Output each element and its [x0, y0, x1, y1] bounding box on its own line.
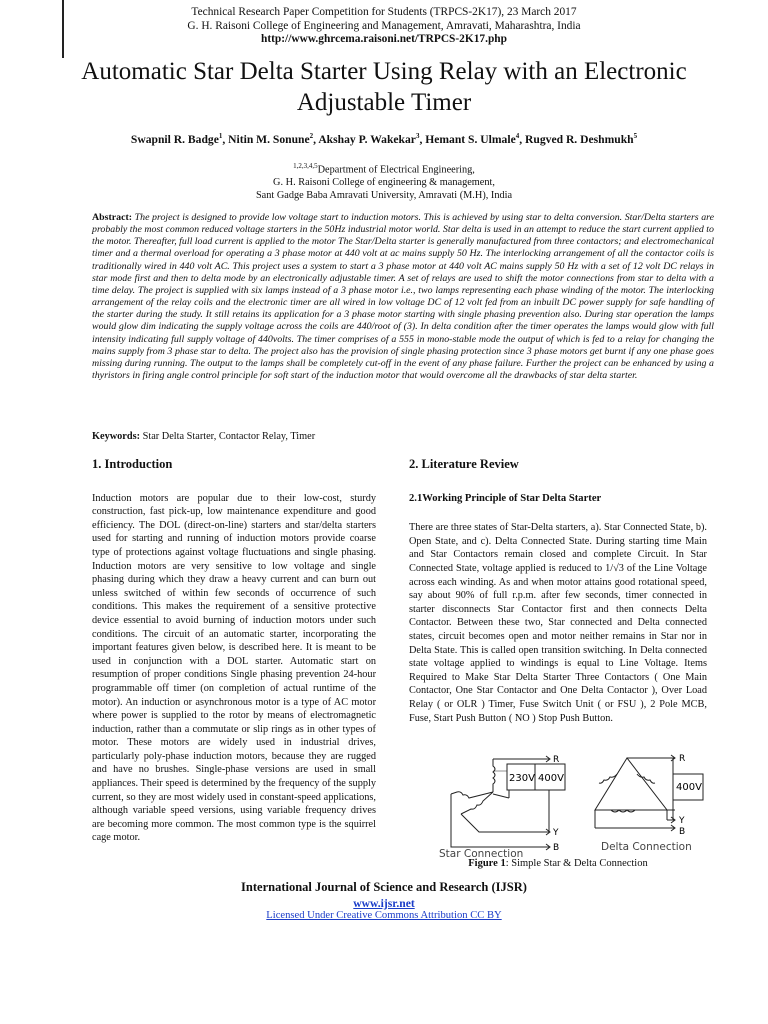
- introduction-section: [92, 458, 376, 845]
- working-principle-subheading: 2.1Working Principle of Star Delta Starter: [409, 492, 602, 504]
- keywords-label: Keywords:: [92, 431, 141, 442]
- paper-title: Automatic Star Delta Starter Using Relay with an Electronic Adjustable Timer: [81, 58, 687, 116]
- literature-heading: 2. Literature Review: [409, 457, 519, 471]
- figure-caption-text: : Simple Star & Delta Connection: [505, 858, 648, 869]
- delta-connection-diagram: [595, 755, 703, 831]
- star-230v-label: 230V: [509, 773, 535, 784]
- journal-site-link[interactable]: www.ijsr.net: [353, 897, 415, 910]
- abstract-text: The project is designed to provide low voltage start to induction motors. This is achieved by using star to delta conversion. Star/Delta starters are probably the most common reduced voltage starters in the 50Hz industrial motor world. Star delta is used in an attempt to reduce the start current applied to the motor. Thereafter, full load current is applied to the motor The Star/Delta starter is generally manufactured from three contactors; and electromechanical timer and a thermal overload for operating a 3 phase motor at 440 volt at ac mains supply 50 Hz. The interlocking arrangement of all the contactor coils is traditionally wired in 440 volt AC. This project uses a system to start a 3 phase motor at 440 volt AC mains supply 50 Hz with a set of 12 volt DC relays in star mode first and then to delta mode by an electronically adjustable timer. A set of relays are used to shift the motor connections from star to delta with a time delay. The project is supplied with six lamps instead of a 3 phase motor i.e., two lamps representing each phase winding of the motor. The interlocking arrangement of the relay coils and the electronic timer are all wired in low voltage DC of 12 volt fed from an inbuilt DC power supply for safe handling of the starter during the study. It still retains its application for a 3 phase motor starting with single phasing prevention also. During star operation the lamps would glow dim indicating the supply voltage across the coils are 440/root of (3). In delta condition after the timer operates the lamps would glow with full intensity indicating full supply voltage of 440volts. The timer comprises of a 555 in mono-stable mode the output of which is fed to a relay for changing the mains supply from 3 phase star to delta. The project also has the provision of single phasing protection since 3 phase motors get burnt if any one phase goes missing during running. The output to the lamps shall be completely cut-off in the event of any phase failure. Further the project can be enhanced by using a thyristors in firing angle control principle for soft start of the induction motor that would overcome all the drawbacks of star delta starter.: [92, 212, 715, 382]
- author-1: Swapnil R. Badge$^1$,: [130, 132, 229, 146]
- star-delta-figure: [409, 746, 707, 858]
- delta-connection-label: Delta Connection: [601, 841, 692, 853]
- delta-b-label: B: [679, 827, 686, 837]
- header-line-1: Technical Research Paper Competition for Students (TRPCS-2K17), 23 March 2017: [191, 6, 577, 18]
- author-5: Rugved R. Deshmukh$^5$: [525, 132, 638, 146]
- header-url[interactable]: http://www.ghrcema.raisoni.net/TRPCS-2K17.php: [261, 33, 507, 45]
- header-line-2: G. H. Raisoni College of Engineering and Management, Amravati, Maharashtra, India: [187, 19, 581, 32]
- delta-r-label: R: [679, 754, 686, 764]
- author-2: Nitin M. Sonune$^2$,: [228, 132, 319, 146]
- literature-body: There are three states of Star-Delta starters, a). Star Connected State, b). Open State, and c). Delta Connected State. During starting time Main and Star Contactors remain closed and complete Circuit. In Star Connected State, voltage applied is reduced to 1/√3 of the Line Voltage across each winding. As and when motor attains good rotational speed, say about 90% of full r.p.m. after few seconds, timer connected in starter disconnects Star Contactor first and then connects Delta Contactor. Between these two, Star connected and Delta connected states, circuit becomes open and motor neither remains in Star nor in Delta State. This is called open transition switching. In Delta connected state voltage applied to windings is equal to Line Voltage. Items Required to Make Star Delta Starter Three Contactors ( One Main Contactor, One Star Contactor and One Delta Contactor ), Over Load Relay ( or OLR ) Timer, Fuse Switch Unit ( or FSU ), 2 Pole MCB, Fuse, Start Push Button ( NO ) Stop Push Button.: [409, 522, 707, 724]
- literature-section: [409, 458, 707, 725]
- abstract-label: Abstract:: [92, 212, 133, 223]
- star-b-label: B: [553, 843, 560, 853]
- delta-400v-label: 400V: [676, 782, 702, 793]
- author-3: Akshay P. Wakekar$^3$,: [318, 132, 426, 146]
- figure-caption-number: Figure 1: [468, 858, 506, 869]
- figure-caption: [409, 858, 707, 869]
- conference-header: [70, 6, 698, 47]
- abstract: [92, 212, 714, 382]
- journal-name: International Journal of Science and Research (IJSR): [241, 880, 527, 894]
- keywords: [92, 431, 714, 442]
- introduction-body: Induction motors are popular due to their low-cost, sturdy construction, fast pick-up, low maintenance expenditure and good efficiency. The DOL (direct-on-line) starters and star/delta starters used for starting and running of induction motors provide coarse type of protections against voltage fluctuations and single phasing. Induction motors are very sensitive to low voltage and single phasing during which they draw a heavy current and can burn out unless switched of within few seconds of occurrence of such conditions. This makes the requirement of a sensitive protective device essential to avoid burning of induction motors under such conditions. The circuit of an automatic starter, incorporating the important features given below, is described here. It is meant to be used in conjunction with a DOL starter. Automatic start on resumption of proper conditions Single phasing prevention 24-hour programmable off timer (on completion of actual runtime of the motor). An induction or asynchronous motor is a type of AC motor where power is supplied to the rotor by means of electromagnetic induction, rather than a commutate or slip rings as in other types of motor. These motors are widely used in industrial drives, particularly poly-phase induction motors, because they are rugged and have no brushes. Single-phase versions are used in small appliances. Their speed is determined by the frequency of the supply current, so they are most widely used in constant-speed applications, although variable speed versions, using variable frequency drives are becoming more common. The most common type is the squirrel cage motor.: [92, 492, 376, 844]
- journal-footer: [40, 880, 728, 921]
- delta-y-label: Y: [679, 816, 685, 826]
- star-connection-label: Star Connection: [439, 848, 524, 858]
- keywords-text: Star Delta Starter, Contactor Relay, Timer: [142, 431, 316, 442]
- star-connection-diagram: [451, 756, 565, 850]
- affiliation: $^{1,2,3,4,5}$Department of Electrical Engineering, G. H. Raisoni College of engineering & management, Sant Gadge Baba Amravati University, Amravati (M.H), India: [255, 162, 513, 202]
- introduction-heading: 1. Introduction: [92, 457, 173, 471]
- star-400v-label: 400V: [538, 773, 564, 784]
- star-r-label: R: [553, 755, 560, 765]
- author-4: Hemant S. Ulmale$^4$,: [425, 132, 526, 146]
- author-list: [40, 132, 728, 146]
- page-edge-line: [62, 0, 64, 58]
- license-link[interactable]: Licensed Under Creative Commons Attribution CC BY: [266, 910, 502, 921]
- star-y-label: Y: [553, 828, 559, 838]
